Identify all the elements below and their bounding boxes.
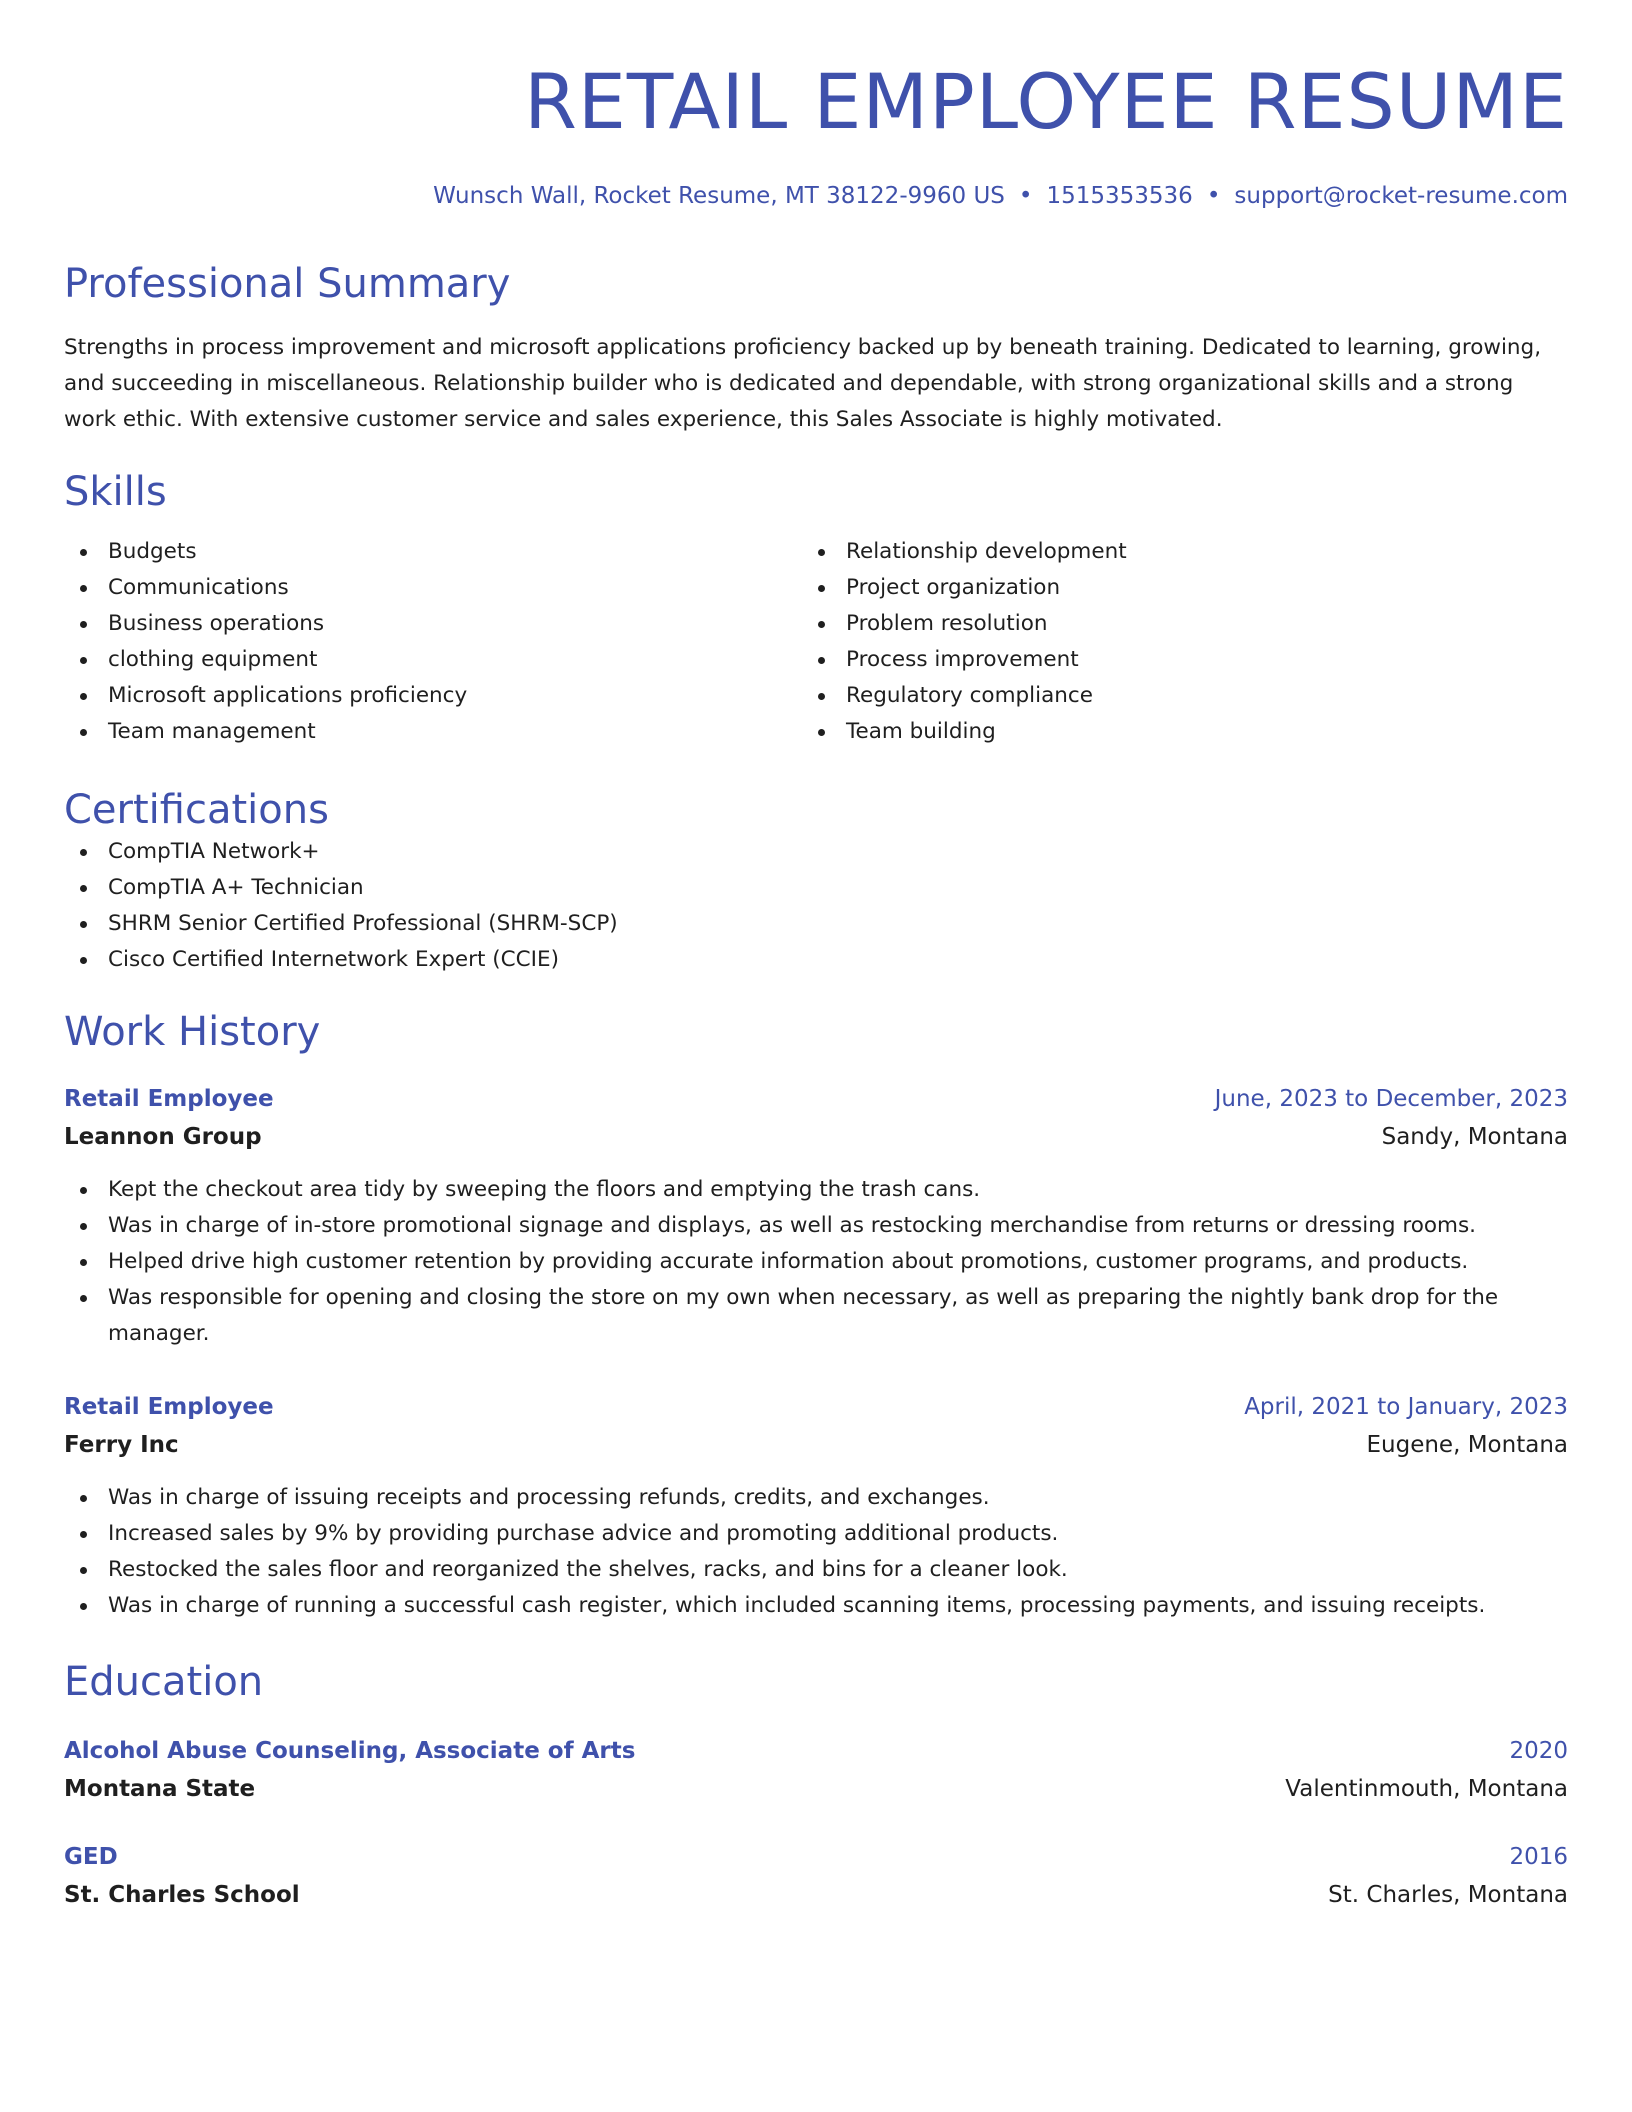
job-company-row xyxy=(64,1118,1568,1156)
job-location: Eugene, Montana xyxy=(1366,1432,1568,1458)
skill-item: Team management xyxy=(64,714,802,750)
education-year: 2016 xyxy=(1509,1844,1568,1870)
contact-email: support@rocket-resume.com xyxy=(1234,183,1568,209)
resume-header xyxy=(64,57,1568,210)
job-header-row xyxy=(64,1388,1568,1426)
skill-item: Process improvement xyxy=(802,642,1568,678)
skill-item: Project organization xyxy=(802,570,1568,606)
contact-separator: • xyxy=(1018,183,1033,209)
job-bullet: Helped drive high customer retention by providing accurate information about promotions, customer programs, and products. xyxy=(64,1244,1568,1280)
job-bullet: Increased sales by 9% by providing purchase advice and promoting additional products. xyxy=(64,1516,1568,1552)
skills-heading: Skills xyxy=(64,469,167,515)
skill-item: Problem resolution xyxy=(802,606,1568,642)
job-bullets xyxy=(64,1172,1568,1352)
education-entry xyxy=(64,1838,1568,1914)
education-entry xyxy=(64,1732,1568,1808)
contact-address: Wunsch Wall, Rocket Resume, MT 38122-9960 US xyxy=(433,183,1005,209)
certifications-list xyxy=(64,834,1568,978)
job-bullet: Was in charge of issuing receipts and processing refunds, credits, and exchanges. xyxy=(64,1480,1568,1516)
skill-item: Regulatory compliance xyxy=(802,678,1568,714)
skills-list-right xyxy=(802,534,1568,750)
skill-item: clothing equipment xyxy=(64,642,802,678)
education-degree-row xyxy=(64,1838,1568,1876)
education-degree: Alcohol Abuse Counseling, Associate of Arts xyxy=(64,1738,636,1764)
education-school-row xyxy=(64,1876,1568,1914)
education-school: Montana State xyxy=(64,1776,256,1802)
certifications-heading: Certifications xyxy=(64,787,329,833)
job-company: Leannon Group xyxy=(64,1124,262,1150)
job-bullet: Was in charge of running a successful cash register, which included scanning items, processing payments, and issuing receipts. xyxy=(64,1588,1568,1624)
certification-item: CompTIA Network+ xyxy=(64,834,1568,870)
resume-title: RETAIL EMPLOYEE RESUME xyxy=(524,57,1568,146)
job-role: Retail Employee xyxy=(64,1086,274,1112)
certification-item: Cisco Certified Internetwork Expert (CCIE) xyxy=(64,942,1568,978)
job-bullet: Was in charge of in-store promotional signage and displays, as well as restocking merchandise from returns or dressing rooms. xyxy=(64,1208,1568,1244)
education-year: 2020 xyxy=(1509,1738,1568,1764)
education-school: St. Charles School xyxy=(64,1882,300,1908)
skill-item: Business operations xyxy=(64,606,802,642)
skills-list-left xyxy=(64,534,802,750)
job-bullet: Kept the checkout area tidy by sweeping the floors and emptying the trash cans. xyxy=(64,1172,1568,1208)
skill-item: Microsoft applications proficiency xyxy=(64,678,802,714)
job-bullets xyxy=(64,1480,1568,1624)
certification-item: CompTIA A+ Technician xyxy=(64,870,1568,906)
contact-separator: • xyxy=(1206,183,1221,209)
contact-phone: 1515353536 xyxy=(1046,183,1193,209)
skills-grid xyxy=(64,534,1568,750)
job-entry xyxy=(64,1080,1568,1352)
job-dates: June, 2023 to December, 2023 xyxy=(1214,1086,1568,1112)
job-location: Sandy, Montana xyxy=(1381,1124,1568,1150)
job-company: Ferry Inc xyxy=(64,1432,179,1458)
job-entry xyxy=(64,1388,1568,1624)
job-company-row xyxy=(64,1426,1568,1464)
education-location: Valentinmouth, Montana xyxy=(1285,1776,1568,1802)
job-bullet: Restocked the sales floor and reorganized the shelves, racks, and bins for a cleaner look. xyxy=(64,1552,1568,1588)
job-role: Retail Employee xyxy=(64,1394,274,1420)
education-location: St. Charles, Montana xyxy=(1328,1882,1568,1908)
education-degree-row xyxy=(64,1732,1568,1770)
job-bullet: Was responsible for opening and closing the store on my own when necessary, as well as preparing the nightly bank drop for the manager. xyxy=(64,1280,1568,1352)
skill-item: Relationship development xyxy=(802,534,1568,570)
education-degree: GED xyxy=(64,1844,118,1870)
job-dates: April, 2021 to January, 2023 xyxy=(1244,1394,1568,1420)
skill-item: Communications xyxy=(64,570,802,606)
job-header-row xyxy=(64,1080,1568,1118)
summary-text: Strengths in process improvement and microsoft applications proficiency backed up by beneath training. Dedicated to learning, growing, and succeeding in miscellaneous. Relationship builder who is dedicated and dependable, with strong organizational skills and a strong work ethic. With extensive customer service and sales experience, this Sales Associate is highly motivated. xyxy=(64,335,1542,432)
education-heading: Education xyxy=(64,1659,264,1705)
summary-heading: Professional Summary xyxy=(64,261,511,307)
certification-item: SHRM Senior Certified Professional (SHRM-SCP) xyxy=(64,906,1568,942)
work-history-heading: Work History xyxy=(64,1009,321,1055)
education-school-row xyxy=(64,1770,1568,1808)
contact-line xyxy=(64,182,1568,210)
skill-item: Budgets xyxy=(64,534,802,570)
skill-item: Team building xyxy=(802,714,1568,750)
